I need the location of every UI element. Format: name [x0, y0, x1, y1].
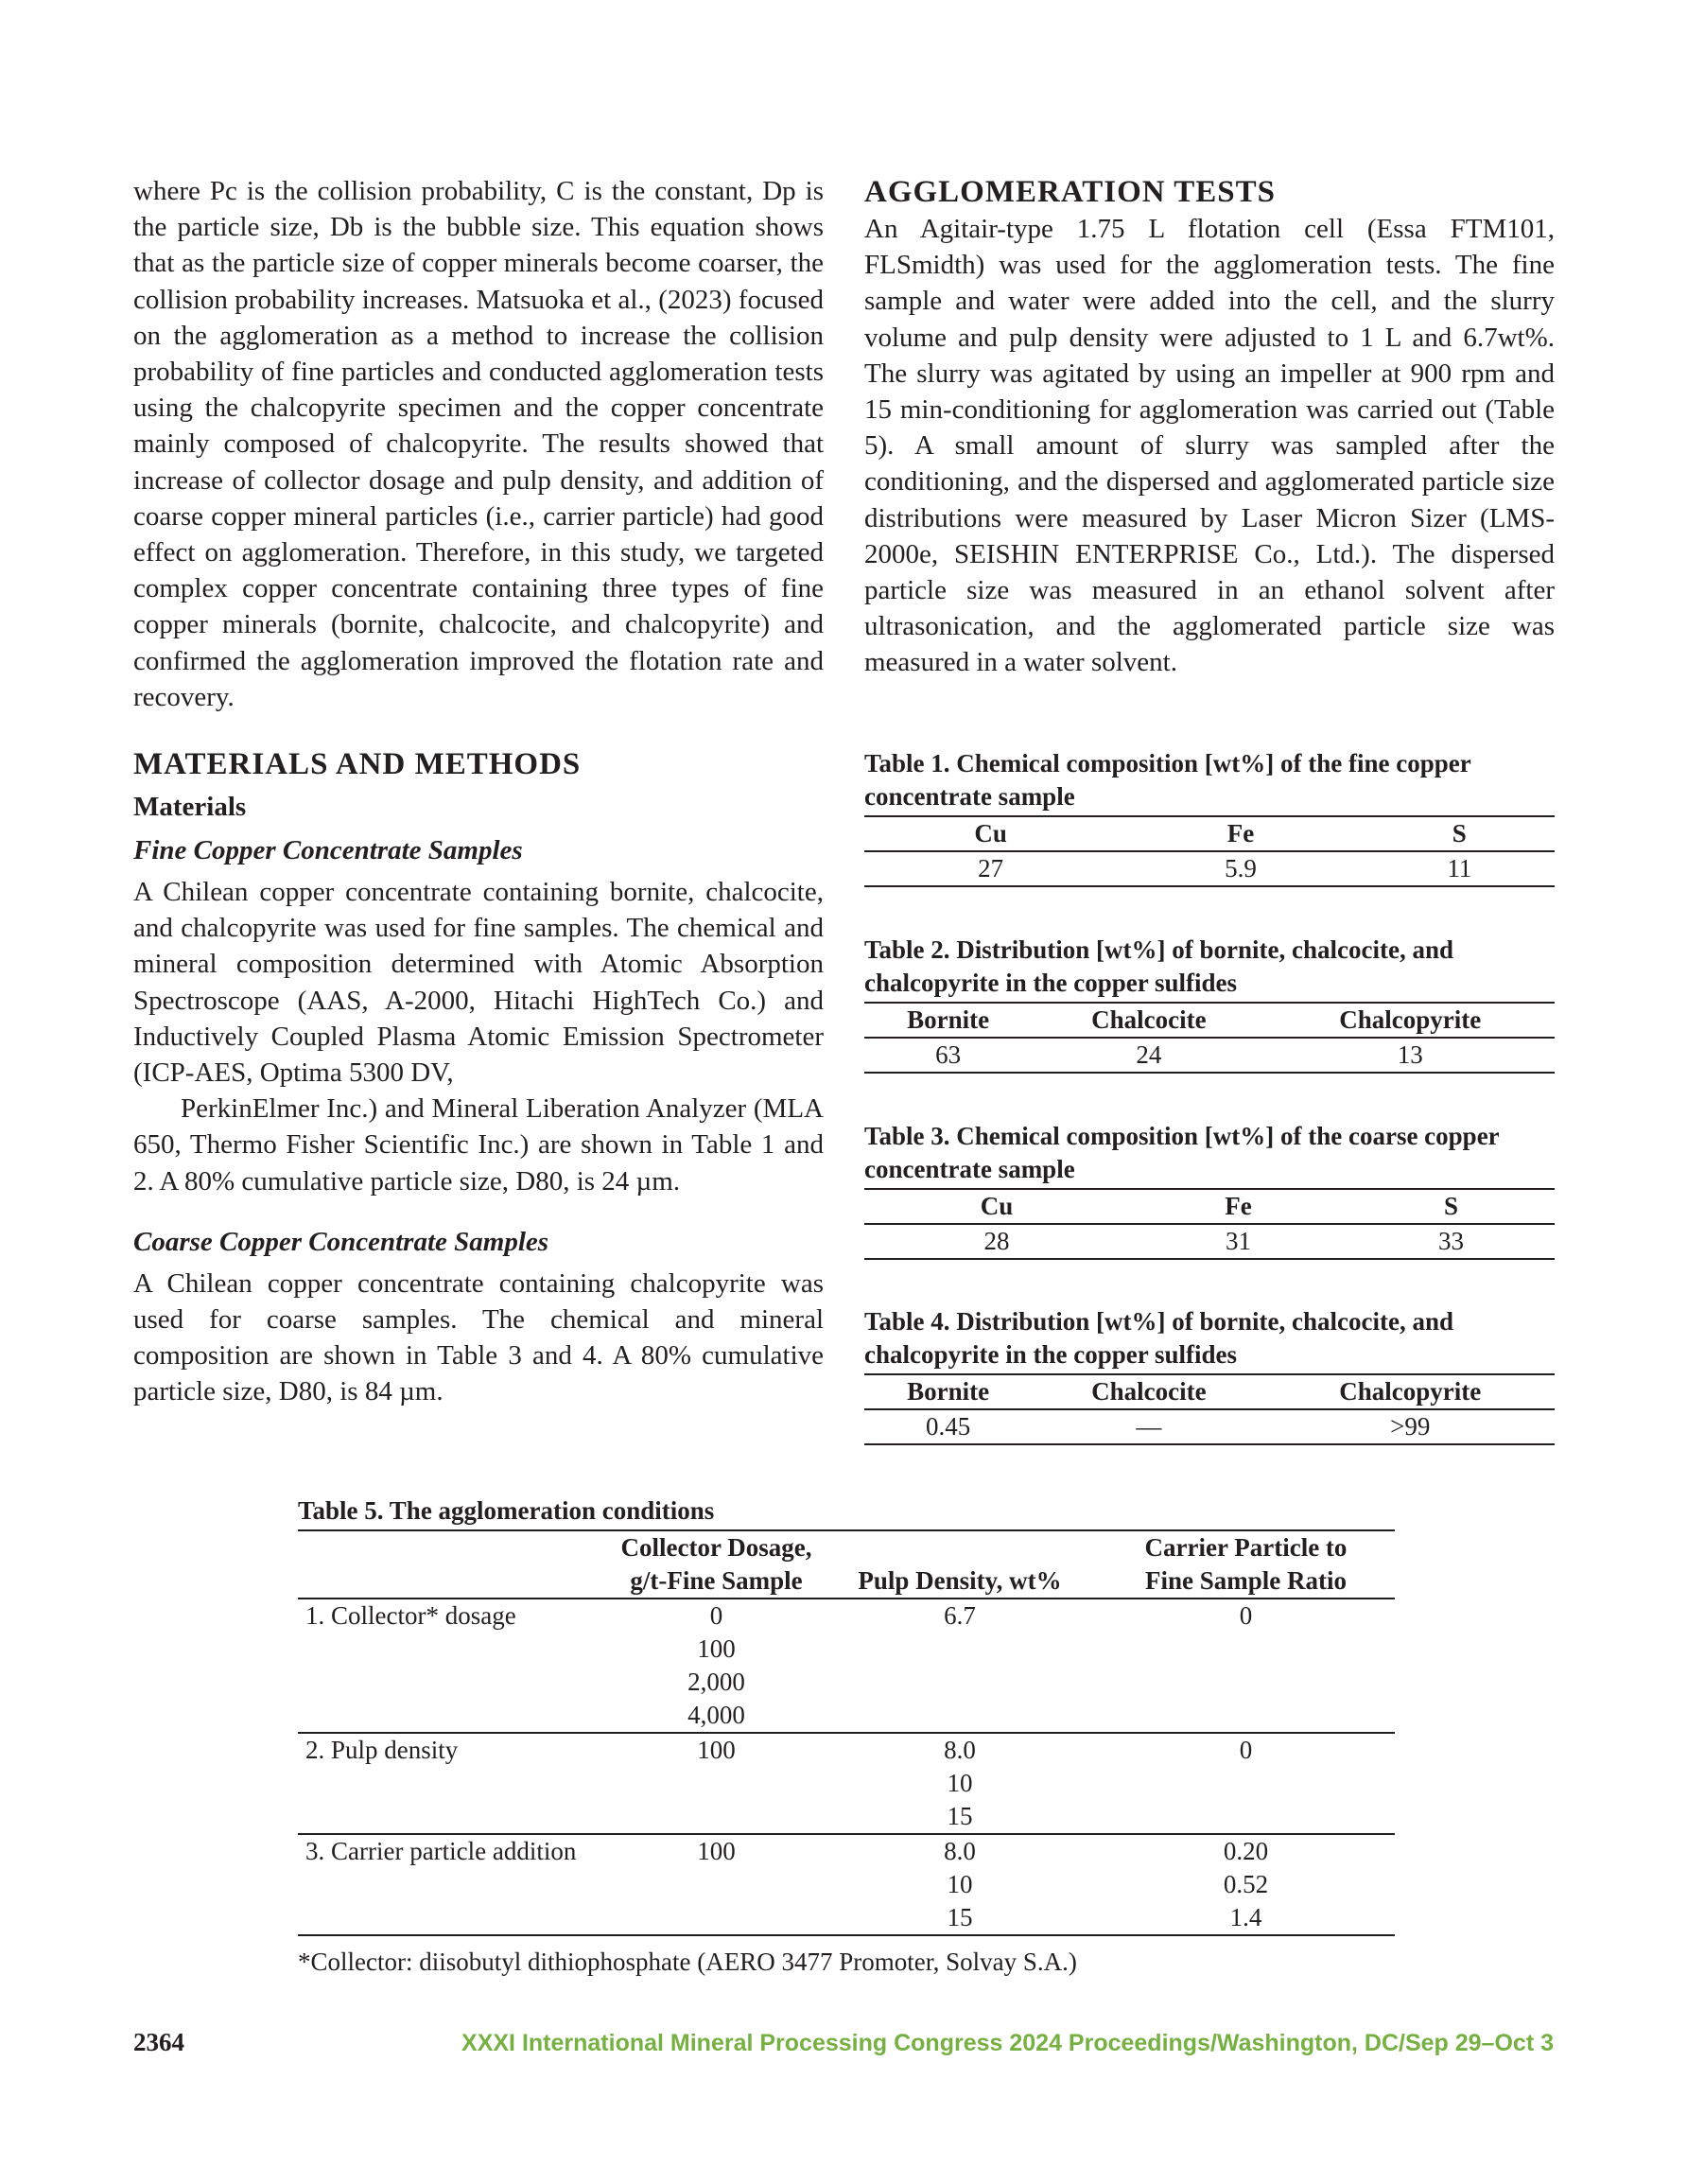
table-2-header: Chalcopyrite	[1266, 1003, 1555, 1038]
coarse-samples-paragraph: A Chilean copper concentrate containing chalcopyrite was used for coarse samples. The chemical and mineral composition are shown in Table 3 and 4. A 80% cumulative particle size, D80, is 84 µm.	[133, 1267, 824, 1407]
table-5-footnote: *Collector: diisobutyl dithiophosphate (AERO 3477 Promoter, Solvay S.A.)	[298, 1948, 1077, 1976]
table-row	[298, 1733, 1395, 1834]
table-5-density-cell: 8.0 10 15	[823, 1733, 1097, 1834]
agglomeration-paragraph: An Agitair-type 1.75 L flotation cell (Essa FTM101, FLSmidth) was used for the agglomeration tests. The fine sample and water were added into the cell, and the slurry volume and pulp density were adjusted to 1 L and 6.7wt%. The slurry was agitated by using an impeller at 900 rpm and 15 min-conditioning for agglomeration was carried out (Table 5). A small amount of slurry was sampled after the conditioning, and the dispersed and agglomerated particle size distributions were measured by Laser Micron Sizer (LMS-2000e, SEISHIN ENTERPRISE Co., Ltd.). The dispersed particle size was measured in an ethanol solvent after ultrasonication, and the agglomerated particle size was measured in a water solvent.	[864, 214, 1555, 678]
table-2-cell: 63	[935, 1040, 962, 1069]
table-2-caption: Table 2. Distribution [wt%] of bornite, chalcocite, and chalcopyrite in the copper sulfides	[864, 935, 1453, 997]
table-5-condition: 3. Carrier particle addition	[305, 1837, 577, 1865]
materials-subheading: Materials	[133, 792, 247, 823]
table-row	[864, 1224, 1555, 1259]
table-5-header-dosage: Collector Dosage, g/t-Fine Sample	[610, 1530, 823, 1599]
table-3-header: S	[1348, 1189, 1555, 1224]
table-5-caption: Table 5. The agglomeration conditions	[298, 1496, 715, 1525]
table-4	[864, 1305, 1555, 1445]
table-row	[298, 1599, 1395, 1733]
table-1-cell: 5.9	[1225, 854, 1257, 882]
table-3-cell: 31	[1225, 1227, 1251, 1255]
table-3	[864, 1120, 1555, 1260]
proceedings-footer: XXXI International Mineral Processing Congress 2024 Proceedings/Washington, DC/Sep 29–Oct 3	[461, 2030, 1554, 2056]
table-1-cell: 11	[1447, 854, 1472, 882]
fine-samples-paragraph-cont: PerkinElmer Inc.) and Mineral Liberation Analyzer (MLA 650, Thermo Fisher Scientific Inc.) are shown in Table 1 and 2. A 80% cumulative particle size, D80, is 24 µm.	[133, 1093, 824, 1197]
table-5-density-cell: 8.0 10 15	[944, 1837, 976, 1931]
fine-samples-paragraph: A Chilean copper concentrate containing bornite, chalcocite, and chalcopyrite was used for fine samples. The chemical and mineral composition determined with Atomic Absorption Spectroscope (AAS, A-2000, Hitachi HighTech Co.) and Inductively Coupled Plasma Atomic Emission Spectrometer (ICP-AES, Optima 5300 DV,	[133, 877, 824, 1089]
table-5-header-condition	[298, 1530, 610, 1599]
intro-paragraph: where Pc is the collision probability, C is the constant, Dp is the particle size, Db is the bubble size. This equation shows that as the particle size of copper minerals become coarser, the collision probability increases. Matsuoka et al., (2023) focused on the agglomeration as a method to increase the collision probability of fine particles and conducted agglomeration tests using the chalcopyrite specimen and the copper concentrate mainly composed of chalcopyrite. The results showed that increase of collector dosage and pulp density, and addition of coarse copper mineral particles (i.e., carrier particle) had good effect on agglomeration. Therefore, in this study, we targeted complex copper concentrate containing three types of fine copper minerals (bornite, chalcocite, and chalcopyrite) and confirmed the agglomeration improved the flotation rate and recovery.	[133, 176, 824, 712]
table-4-caption: Table 4. Distribution [wt%] of bornite, chalcocite, and chalcopyrite in the copper sulfides	[864, 1307, 1453, 1369]
table-3-cell: 33	[1437, 1227, 1464, 1255]
table-2-header: Chalcocite	[1032, 1003, 1265, 1038]
table-1-caption: Table 1. Chemical composition [wt%] of the fine copper concentrate sample	[864, 749, 1471, 811]
table-row	[298, 1834, 1395, 1935]
table-5	[298, 1494, 1395, 1979]
table-5-header-density: Pulp Density, wt%	[823, 1530, 1097, 1599]
table-1	[864, 747, 1555, 887]
table-2	[864, 934, 1555, 1074]
table-3-cell: 28	[983, 1227, 1010, 1255]
table-2-header: Bornite	[864, 1003, 1032, 1038]
agglomeration-tests-heading: AGGLOMERATION TESTS	[864, 175, 1276, 209]
table-1-header: S	[1365, 816, 1555, 851]
table-3-header: Fe	[1129, 1189, 1348, 1224]
table-4-header: Bornite	[864, 1374, 1032, 1409]
table-5-dosage-cell: 100	[610, 1733, 823, 1834]
table-5-dosage-cell: 100	[697, 1837, 736, 1865]
table-4-cell: >99	[1390, 1412, 1431, 1441]
table-4-header: Chalcopyrite	[1266, 1374, 1555, 1409]
materials-methods-heading: MATERIALS AND METHODS	[133, 747, 582, 782]
table-1-header: Fe	[1117, 816, 1364, 851]
table-5-condition: 1. Collector* dosage	[298, 1599, 610, 1733]
coarse-samples-heading: Coarse Copper Concentrate Samples	[133, 1226, 549, 1257]
fine-samples-heading: Fine Copper Concentrate Samples	[133, 835, 523, 866]
table-row	[864, 1038, 1555, 1073]
table-row	[864, 1409, 1555, 1444]
table-5-header-ratio: Carrier Particle to Fine Sample Ratio	[1097, 1530, 1395, 1599]
table-5-dosage-cell: 0 100 2,000 4,000	[610, 1599, 823, 1733]
table-5-ratio-cell: 0	[1097, 1599, 1395, 1733]
table-4-header: Chalcocite	[1032, 1374, 1265, 1409]
table-5-ratio-cell: 0	[1097, 1733, 1395, 1834]
table-5-density-cell: 6.7	[823, 1599, 1097, 1733]
right-column	[864, 173, 1555, 681]
table-5-ratio-cell: 0.20 0.52 1.4	[1223, 1837, 1269, 1931]
table-2-cell: 24	[1136, 1040, 1162, 1069]
page-number: 2364	[133, 2028, 184, 2056]
table-5-condition: 2. Pulp density	[298, 1733, 610, 1834]
table-row	[864, 851, 1555, 886]
table-1-header: Cu	[864, 816, 1117, 851]
table-4-cell: 0.45	[925, 1412, 971, 1441]
table-2-cell: 13	[1397, 1040, 1423, 1069]
table-3-caption: Table 3. Chemical composition [wt%] of the coarse copper concentrate sample	[864, 1122, 1500, 1183]
left-column	[133, 173, 824, 1410]
table-1-cell: 27	[978, 854, 1004, 882]
table-3-header: Cu	[864, 1189, 1129, 1224]
table-4-cell: —	[1136, 1412, 1162, 1441]
